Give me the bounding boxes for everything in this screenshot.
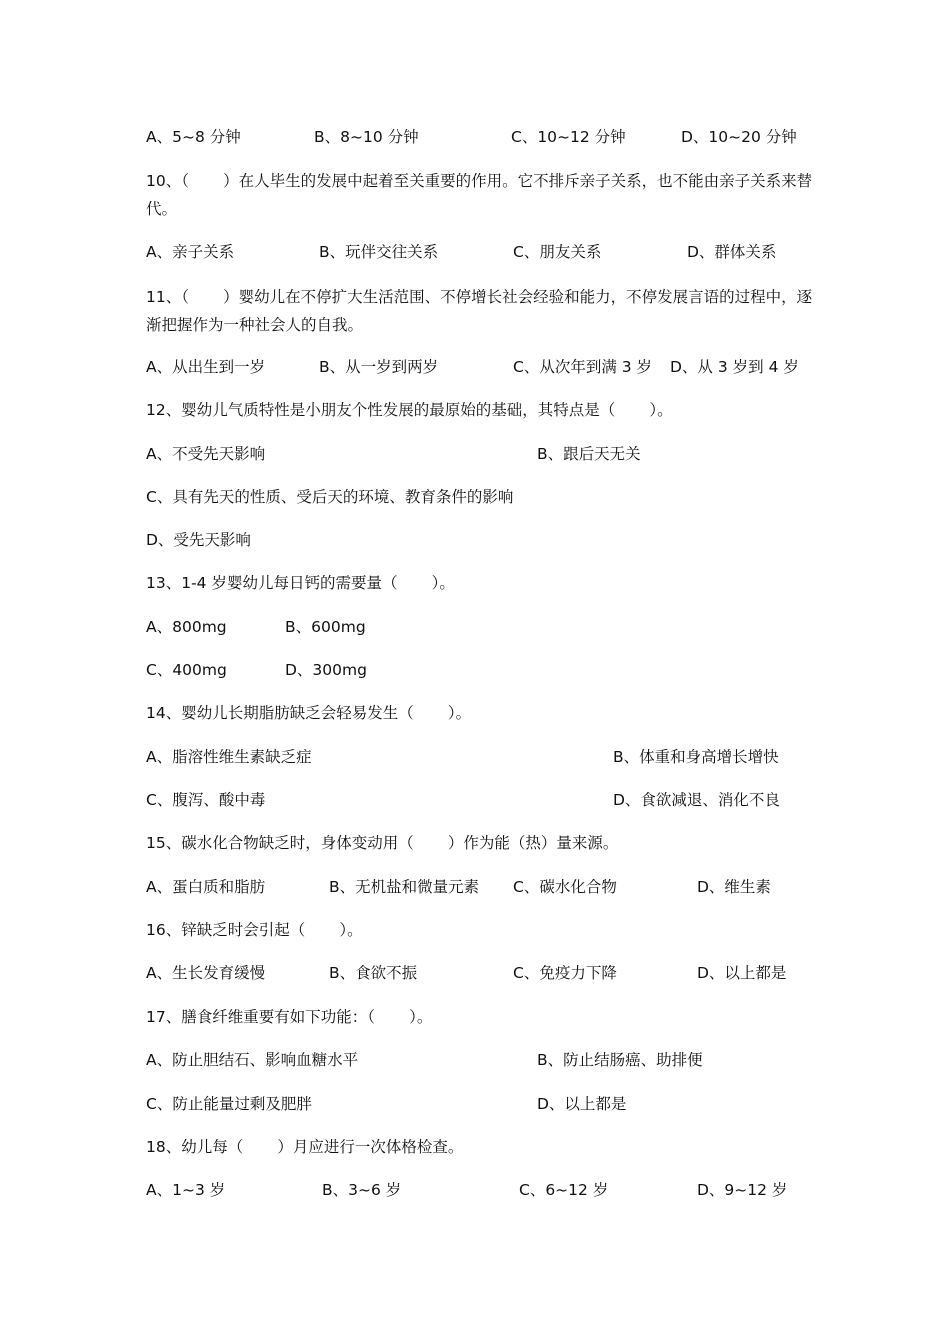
q15-text-after: ）作为能（热）量来源。	[447, 834, 619, 852]
q17-option-a: A、防止胆结石、影响血糖水平	[146, 1051, 359, 1069]
q14-option-c: C、腹泻、酸中毒	[146, 791, 266, 809]
q12-stem	[146, 400, 673, 420]
q16-stem	[146, 920, 363, 940]
q10-text: ）在人毕生的发展中起着至关重要的作用。它不排斥亲子关系，也不能由亲子关系来替代。	[146, 172, 813, 218]
q10-stem	[146, 167, 826, 223]
q18-option-a: A、1~3 岁	[146, 1181, 226, 1199]
q13-text-after: ）。	[431, 574, 455, 592]
q15-text-before: 15、碳水化合物缺乏时，身体变动用（	[146, 834, 414, 852]
q17-option-d: D、以上都是	[537, 1095, 627, 1113]
q9-option-c: C、10~12 分钟	[511, 128, 626, 146]
q14-option-a: A、脂溶性维生素缺乏症	[146, 748, 312, 766]
q13-option-b: B、600mg	[285, 618, 366, 636]
q17-option-c: C、防止能量过剩及肥胖	[146, 1095, 312, 1113]
q16-option-c: C、免疫力下降	[513, 964, 617, 982]
q14-text-after: ）。	[447, 704, 472, 722]
q9-option-d: D、10~20 分钟	[681, 128, 797, 146]
q10-option-a: A、亲子关系	[146, 243, 235, 261]
q16-option-a: A、生长发育缓慢	[146, 964, 266, 982]
q13-option-c: C、400mg	[146, 661, 227, 679]
q13-option-d: D、300mg	[285, 661, 367, 679]
q13-stem	[146, 573, 455, 593]
q12-text-before: 12、婴幼儿气质特性是小朋友个性发展的最原始的基础，其特点是（	[146, 401, 616, 419]
q17-stem	[146, 1007, 432, 1027]
q11-option-c: C、从次年到满 3 岁	[513, 358, 653, 376]
q17-option-b: B、防止结肠癌、助排便	[537, 1051, 703, 1069]
q11-text: ）婴幼儿在不停扩大生活范围、不停增长社会经验和能力，不停发展言语的过程中，逐渐把握作为一种社会人的自我。	[146, 288, 813, 334]
q11-number: 11、（	[146, 288, 189, 306]
q12-option-d: D、受先天影响	[146, 531, 251, 549]
q13-text-before: 13、1-4 岁婴幼儿每日钙的需要量（	[146, 574, 398, 592]
q11-stem	[146, 283, 826, 339]
q10-number: 10、（	[146, 172, 189, 190]
q12-option-a: A、不受先天影响	[146, 445, 266, 463]
q12-option-c: C、具有先天的性质、受后天的环境、教育条件的影响	[146, 488, 514, 506]
q16-option-b: B、食欲不振	[329, 964, 418, 982]
q18-option-d: D、9~12 岁	[697, 1181, 788, 1199]
q18-option-c: C、6~12 岁	[519, 1181, 609, 1199]
q17-text-after: ）。	[409, 1008, 433, 1026]
q14-text-before: 14、婴幼儿长期脂肪缺乏会轻易发生（	[146, 704, 414, 722]
q18-text-before: 18、幼儿每（	[146, 1138, 244, 1156]
q10-option-b: B、玩伴交往关系	[319, 243, 439, 261]
q16-text-after: ）。	[339, 921, 363, 939]
q15-option-a: A、蛋白质和脂肪	[146, 878, 266, 896]
q10-option-d: D、群体关系	[687, 243, 777, 261]
q9-option-b: B、8~10 分钟	[314, 128, 419, 146]
q14-stem	[146, 703, 471, 723]
q13-option-a: A、800mg	[146, 618, 227, 636]
q9-option-a: A、5~8 分钟	[146, 128, 241, 146]
q17-text-before: 17、膳食纤维重要有如下功能：（	[146, 1008, 375, 1026]
q15-stem	[146, 833, 618, 853]
q12-text-after: ）。	[649, 401, 673, 419]
q12-option-b: B、跟后天无关	[537, 445, 641, 463]
q16-text-before: 16、锌缺乏时会引起（	[146, 921, 306, 939]
q11-option-a: A、从出生到一岁	[146, 358, 266, 376]
q14-option-d: D、食欲减退、消化不良	[613, 791, 780, 809]
q11-option-d: D、从 3 岁到 4 岁	[670, 358, 799, 376]
q16-option-d: D、以上都是	[697, 964, 787, 982]
q10-option-c: C、朋友关系	[513, 243, 602, 261]
q15-option-c: C、碳水化合物	[513, 878, 617, 896]
q15-option-b: B、无机盐和微量元素	[329, 878, 480, 896]
q15-option-d: D、维生素	[697, 878, 771, 896]
q18-option-b: B、3~6 岁	[322, 1181, 402, 1199]
q18-stem	[146, 1137, 463, 1157]
q11-option-b: B、从一岁到两岁	[319, 358, 439, 376]
q18-text-after: ）月应进行一次体格检查。	[277, 1138, 464, 1156]
q14-option-b: B、体重和身高增长增快	[613, 748, 779, 766]
